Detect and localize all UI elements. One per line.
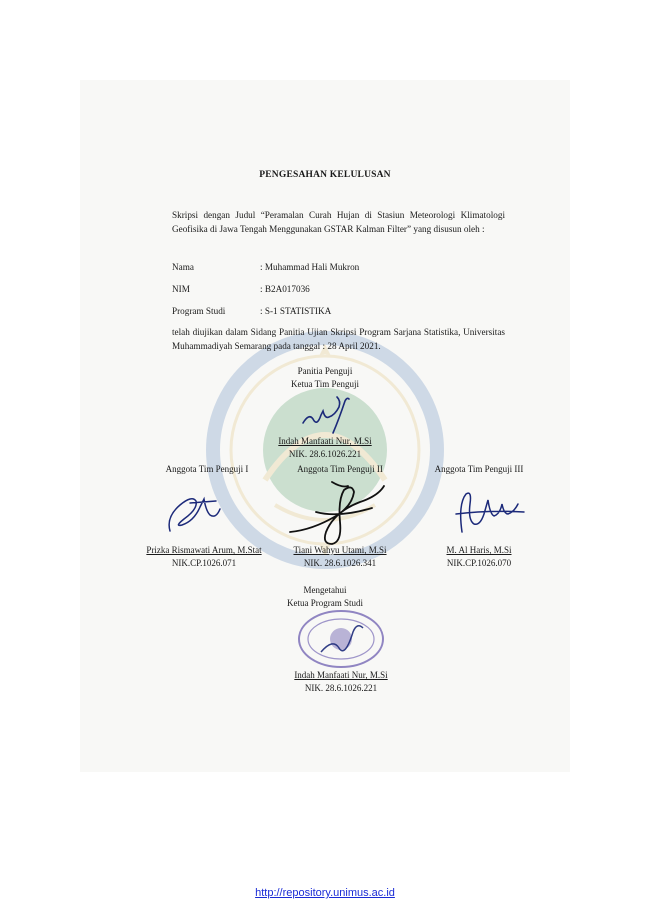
approval-heading: Mengetahui: [303, 585, 347, 595]
examiner-3-nik: NIK.CP.1026.070: [446, 558, 512, 568]
examiner-3-name: M. Al Haris, M.Si: [446, 545, 512, 555]
examiner-2-nik: NIK. 28.6.1026.341: [303, 558, 377, 568]
approval-name: Indah Manfaati Nur, M.Si: [294, 670, 388, 680]
field-label: Nama: [172, 262, 194, 272]
faculty-stamp: [293, 608, 389, 670]
examiner-1-name: Prizka Rismawati Arum, M.Stat: [146, 545, 262, 555]
examiner-1-signature: [160, 487, 232, 537]
examiner-1-nik: NIK.CP.1026.071: [171, 558, 237, 568]
approval-nik: NIK. 28.6.1026.221: [304, 683, 378, 693]
committee-heading: Panitia Penguji: [297, 366, 353, 376]
examiner-2-name: Tiani Wahyu Utami, M.Si: [293, 545, 387, 555]
chair-name: Indah Manfaati Nur, M.Si: [278, 436, 372, 446]
field-label: Program Studi: [172, 306, 226, 316]
field-value: : B2A017036: [260, 284, 310, 294]
chair-nik: NIK. 28.6.1026.221: [288, 449, 362, 459]
field-label: NIM: [172, 284, 190, 294]
examiner-2-role: Anggota Tim Penguji II: [297, 464, 383, 474]
field-value: : S-1 STATISTIKA: [260, 306, 332, 316]
chair-role: Ketua Tim Penguji: [290, 379, 360, 389]
examiner-3-signature: [448, 484, 528, 540]
examiner-2-signature: [282, 472, 392, 548]
intro-paragraph: Skripsi dengan Judul “Peramalan Curah Hujan di Stasiun Meteorologi Klimatologi Geofisika di Jawa Tengah Menggunakan GSTAR Kalman Filter” yang disusun oleh :: [172, 210, 505, 234]
examiner-1-role: Anggota Tim Penguji I: [165, 464, 249, 474]
document-title: PENGESAHAN KELULUSAN: [259, 170, 391, 180]
repository-link[interactable]: http://repository.unimus.ac.id: [255, 887, 395, 899]
chair-signature: [295, 393, 365, 437]
examiner-3-role: Anggota Tim Penguji III: [434, 464, 524, 474]
statement-paragraph: telah diujikan dalam Sidang Panitia Ujian Skripsi Program Sarjana Statistika, Universitas Muhammadiyah Semarang pada tanggal : 28 April 2021.: [172, 327, 505, 351]
approval-role: Ketua Program Studi: [287, 598, 363, 608]
field-value: : Muhammad Hali Mukron: [260, 262, 360, 272]
